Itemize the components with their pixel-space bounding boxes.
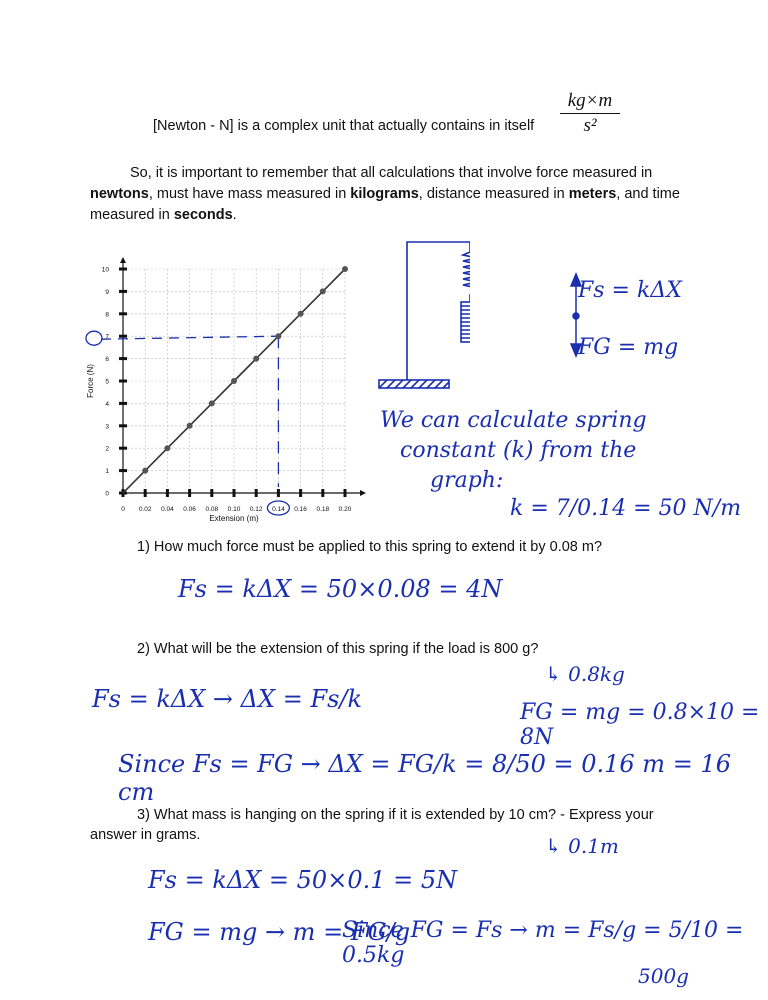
y-tick: [119, 402, 127, 405]
answer-3-since: Since FG = Fs → m = Fs/g = 5/10 = 0.5kg: [342, 918, 744, 968]
y-axis-label: Force (N): [86, 364, 95, 398]
answer-3-line-1: Fs = kΔX = 50×0.1 = 5N: [148, 866, 458, 894]
x-tick-label: 0.04: [161, 506, 174, 513]
question-2: 2) What will be the extension of this spring if the load is 800 g?: [137, 641, 539, 657]
x-tick-label: 0.06: [183, 506, 196, 513]
rule-text: So, it is important to remember that all calculations that involve force measured in: [130, 165, 653, 181]
k-formula: k = 7/0.14 = 50 N/m: [510, 496, 742, 521]
y-tick-label: 5: [105, 378, 109, 386]
note-line-2: constant (k) from the: [400, 438, 637, 463]
x-tick: [166, 489, 169, 497]
x-tick: [299, 489, 302, 497]
unit-denominator: s²: [583, 115, 597, 136]
y-tick-label: 10: [101, 266, 109, 274]
x-tick: [255, 489, 258, 497]
x-tick-label: 0.08: [205, 506, 219, 513]
answer-2-line-1: Fs = kΔX → ΔX = Fs/k: [92, 685, 363, 713]
y-tick-label: 2: [105, 445, 109, 453]
x-tick-label: 0.12: [249, 506, 263, 513]
y-tick-label: 7: [105, 333, 109, 341]
data-point: [253, 356, 259, 362]
y-tick-label: 1: [105, 468, 109, 476]
rule-text: , must have mass measured in: [148, 186, 347, 202]
y-tick-label: 8: [105, 311, 109, 319]
data-point: [320, 288, 326, 294]
x-tick: [188, 489, 191, 497]
y-tick-label: 9: [105, 288, 109, 296]
answer-1: Fs = kΔX = 50×0.08 = 4N: [178, 575, 503, 603]
y-tick: [119, 290, 127, 293]
x-tick-label: 0.14: [272, 506, 285, 513]
data-point: [342, 266, 348, 272]
unit-fraction: [560, 90, 620, 137]
x-tick-label: 0.02: [138, 506, 152, 513]
rule-meters: meters: [568, 186, 617, 202]
gravity-force-label: FG = mg: [578, 335, 679, 360]
rule-newtons: newtons: [90, 186, 149, 202]
fraction-bar: [560, 113, 620, 114]
y-highlight-circle: [86, 331, 102, 345]
y-tick: [119, 268, 127, 271]
question-1: 1) How much force must be applied to this spring to extend it by 0.08 m?: [137, 539, 603, 555]
note-line-3: graph:: [430, 468, 504, 493]
y-tick: [119, 312, 127, 315]
x-axis-arrow: [360, 490, 366, 496]
x-tick: [233, 489, 236, 497]
data-point: [164, 445, 170, 451]
unit-sentence: [Newton - N] is a complex unit that actually contains in itself: [153, 118, 535, 134]
force-extension-chart: [85, 255, 375, 535]
y-tick: [119, 469, 127, 472]
answer-2-conversion: ↳ 0.8kg: [545, 662, 625, 686]
spring-coil: [463, 252, 470, 291]
answer-3-line-2: FG = mg → m = FG/g: [148, 918, 411, 946]
spring-force-label: Fs = kΔX: [578, 278, 682, 303]
rule-text: , distance measured in: [418, 186, 565, 202]
mass-point: [573, 313, 579, 319]
y-tick-label: 4: [105, 400, 109, 408]
answer-3-result: 500g: [638, 964, 689, 988]
y-axis-arrow: [120, 257, 126, 263]
x-tick-label: 0.18: [316, 506, 330, 513]
units-rule-paragraph: [90, 163, 690, 226]
data-point: [231, 378, 237, 384]
y-tick: [119, 335, 127, 338]
x-tick-label: 0.20: [338, 506, 352, 513]
y-tick: [119, 357, 127, 360]
x-tick: [144, 489, 147, 497]
answer-2-gravity: FG = mg = 0.8×10 = 8N: [520, 700, 760, 750]
rule-kilograms: kilograms: [350, 186, 419, 202]
y-tick-label: 3: [105, 423, 109, 431]
rule-seconds: seconds: [173, 207, 233, 223]
y-tick: [119, 380, 127, 383]
x-tick-label: 0: [121, 506, 125, 513]
y-tick-label: 6: [105, 356, 109, 364]
x-tick: [321, 489, 324, 497]
data-point: [187, 423, 193, 429]
spring-apparatus-drawing: [375, 230, 470, 400]
x-tick-label: 0.10: [227, 506, 241, 513]
data-point: [142, 468, 148, 474]
y-tick-label: 0: [105, 490, 109, 498]
data-point: [298, 311, 304, 317]
rule-text: .: [232, 207, 237, 223]
question-3-line-1: 3) What mass is hanging on the spring if it is extended by 10 cm? - Express your: [137, 807, 654, 823]
x-tick-label: 0.16: [294, 506, 307, 513]
x-axis-label: Extension (m): [209, 514, 259, 523]
x-tick: [344, 489, 347, 497]
data-point: [209, 400, 215, 406]
unit-numerator: kg×m: [567, 90, 613, 111]
data-point: [275, 333, 281, 339]
answer-3-conversion: ↳ 0.1m: [545, 834, 619, 858]
x-tick: [277, 489, 280, 497]
rule-text: , and time measured in: [90, 186, 680, 223]
y-tick: [119, 447, 127, 450]
question-3-line-2: answer in grams.: [90, 827, 201, 843]
y-tick: [119, 424, 127, 427]
x-tick: [210, 489, 213, 497]
note-line-1: We can calculate spring: [380, 408, 647, 433]
answer-2-line-2: Since Fs = FG → ΔX = FG/k = 8/50 = 0.16 m = 16 cm: [118, 750, 731, 806]
